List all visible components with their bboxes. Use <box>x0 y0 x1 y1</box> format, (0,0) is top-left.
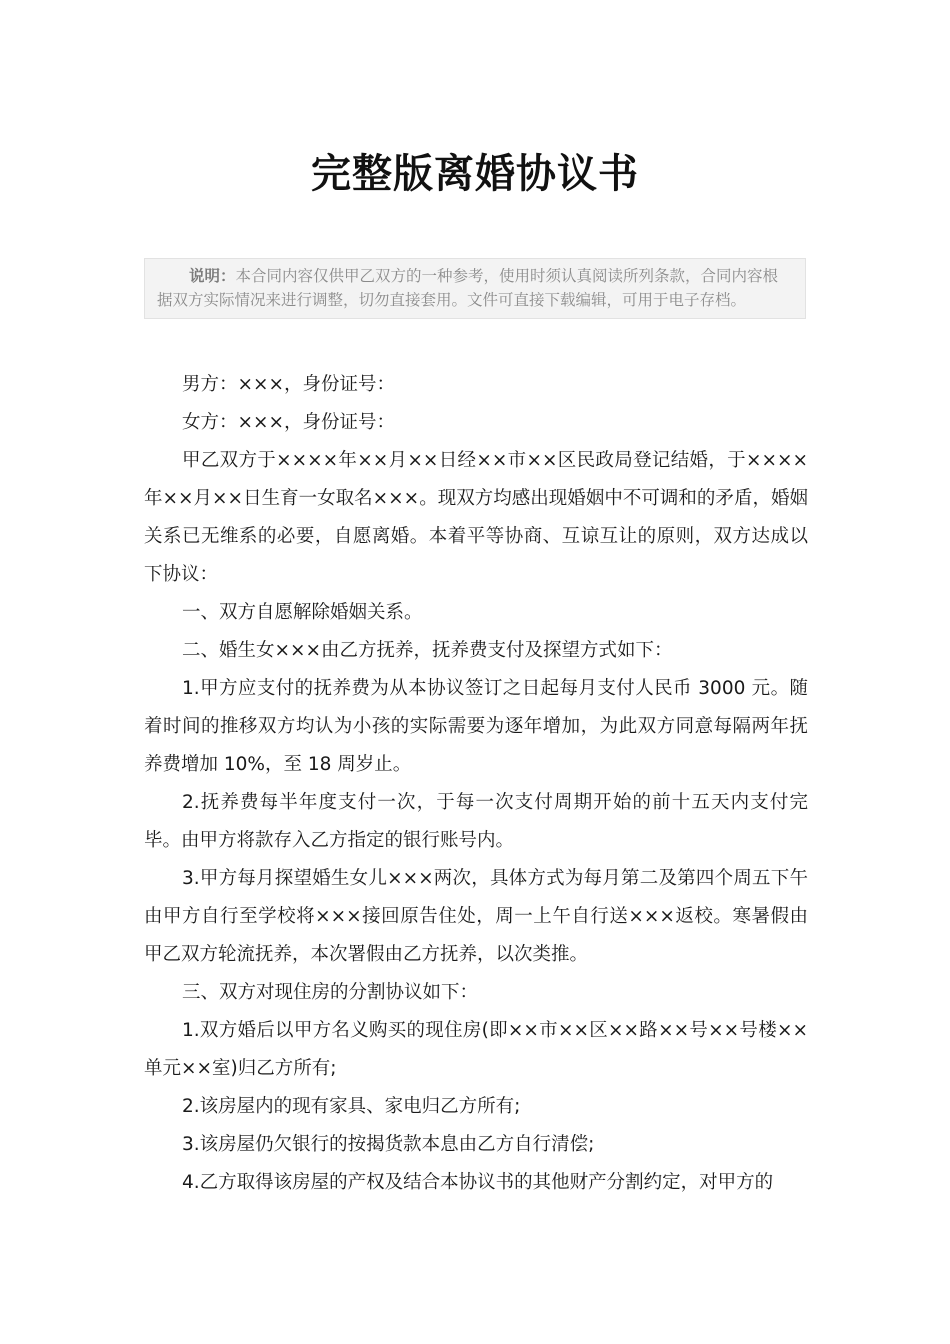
clause-2-item-2-support-payment: 2.抚养费每半年度支付一次，于每一次支付周期开始的前十五天内支付完毕。由甲方将款存入乙方指定的银行账号内。 <box>144 792 808 851</box>
clause-3-item-1-house-ownership: 1.双方婚后以甲方名义购买的现住房(即××市××区××路××号××号楼××单元××室)归乙方所有; <box>144 1020 808 1079</box>
clause-3-item-3-mortgage: 3.该房屋仍欠银行的按揭货款本息由乙方自行清偿; <box>182 1134 595 1155</box>
clause-3-item-2-furniture: 2.该房屋内的现有家具、家电归乙方所有; <box>182 1096 521 1117</box>
paragraph-wife-info: 女方：×××，身份证号： <box>182 412 396 433</box>
clause-2-item-1-support-amount: 1.甲方应支付的抚养费为从本协议签订之日起每月支付人民币 3000 元。随着时间的推移双方均认为小孩的实际需要为逐年增加，为此双方同意每隔两年抚养费增加 10%，至 18 周岁止。 <box>144 678 808 775</box>
clause-1-dissolution: 一、双方自愿解除婚姻关系。 <box>182 602 423 623</box>
clause-2-custody: 二、婚生女×××由乙方抚养，抚养费支付及探望方式如下： <box>182 640 673 661</box>
paragraph-husband-info: 男方：×××，身份证号： <box>182 374 396 395</box>
disclaimer-note-text: 本合同内容仅供甲乙双方的一种参考，使用时须认真阅读所列条款，合同内容根据双方实际情况来进行调整，切勿直接套用。文件可直接下载编辑，可用于电子存档。 <box>157 267 779 309</box>
paragraph-preamble: 甲乙双方于××××年××月××日经××市××区民政局登记结婚，于××××年××月××日生育一女取名×××。现双方均感出现婚姻中不可调和的矛盾，婚姻关系已无维系的必要，自愿离婚。本着平等协商、互谅互让的原则，双方达成以下协议： <box>144 450 808 585</box>
disclaimer-note-box <box>144 258 806 319</box>
clause-3-item-4-property-rights: 4.乙方取得该房屋的产权及结合本协议书的其他财产分割约定，对甲方的 <box>182 1172 774 1193</box>
clause-3-housing: 三、双方对现住房的分割协议如下： <box>182 982 479 1003</box>
disclaimer-note-label: 说明： <box>189 267 236 285</box>
document-title: 完整版离婚协议书 <box>311 151 639 197</box>
clause-2-item-3-visitation: 3.甲方每月探望婚生女儿×××两次，具体方式为每月第二及第四个周五下午由甲方自行至学校将×××接回原告住处，周一上午自行送×××返校。寒暑假由甲乙双方轮流抚养，本次署假由乙方抚养，以次类推。 <box>144 868 808 965</box>
agreement-body <box>144 366 808 1202</box>
